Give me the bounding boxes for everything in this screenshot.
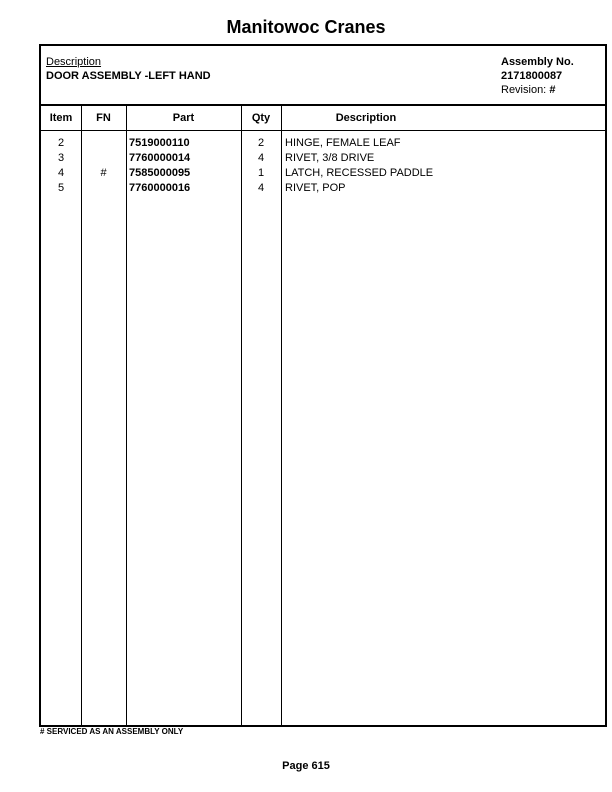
row-item: 2: [57, 137, 65, 149]
row-qty: 2: [257, 137, 265, 149]
row-description: RIVET, POP: [285, 182, 346, 194]
column-divider: [241, 106, 242, 725]
row-part: 7760000014: [129, 152, 191, 164]
assembly-header: [41, 46, 605, 104]
row-item: 3: [57, 152, 65, 164]
column-header-item: Item: [49, 112, 73, 124]
table-row: [41, 137, 605, 152]
revision-value: #: [549, 84, 556, 96]
description-label: Description: [46, 56, 102, 68]
footnote: # SERVICED AS AN ASSEMBLY ONLY: [40, 727, 184, 736]
column-header-description: Description: [335, 112, 397, 124]
column-divider: [281, 106, 282, 725]
table-row: [41, 152, 605, 167]
row-description: RIVET, 3/8 DRIVE: [285, 152, 375, 164]
column-header-part: Part: [172, 112, 195, 124]
page-title: Manitowoc Cranes: [226, 17, 386, 37]
row-fn: #: [100, 167, 107, 179]
revision-label: Revision:: [501, 84, 547, 96]
parts-table: [39, 44, 607, 727]
row-part: 7519000110: [129, 137, 190, 149]
revision: [501, 84, 555, 96]
table-row: [41, 182, 605, 197]
row-description: HINGE, FEMALE LEAF: [285, 137, 401, 149]
row-qty: 4: [257, 182, 265, 194]
column-header-fn: FN: [96, 112, 111, 124]
row-part: 7760000016: [129, 182, 191, 194]
assembly-number: 2171800087: [501, 70, 563, 82]
column-divider: [126, 106, 127, 725]
row-part: 7585000095: [129, 167, 191, 179]
description-value: DOOR ASSEMBLY -LEFT HAND: [46, 70, 211, 82]
table-row: [41, 167, 605, 182]
column-divider: [81, 106, 82, 725]
row-qty: 4: [257, 152, 265, 164]
column-header-qty: Qty: [251, 112, 271, 124]
row-description: LATCH, RECESSED PADDLE: [285, 167, 434, 179]
page-number: Page 615: [282, 760, 330, 772]
assembly-label: Assembly No.: [501, 56, 574, 68]
row-qty: 1: [257, 167, 265, 179]
row-item: 5: [57, 182, 65, 194]
row-item: 4: [57, 167, 65, 179]
